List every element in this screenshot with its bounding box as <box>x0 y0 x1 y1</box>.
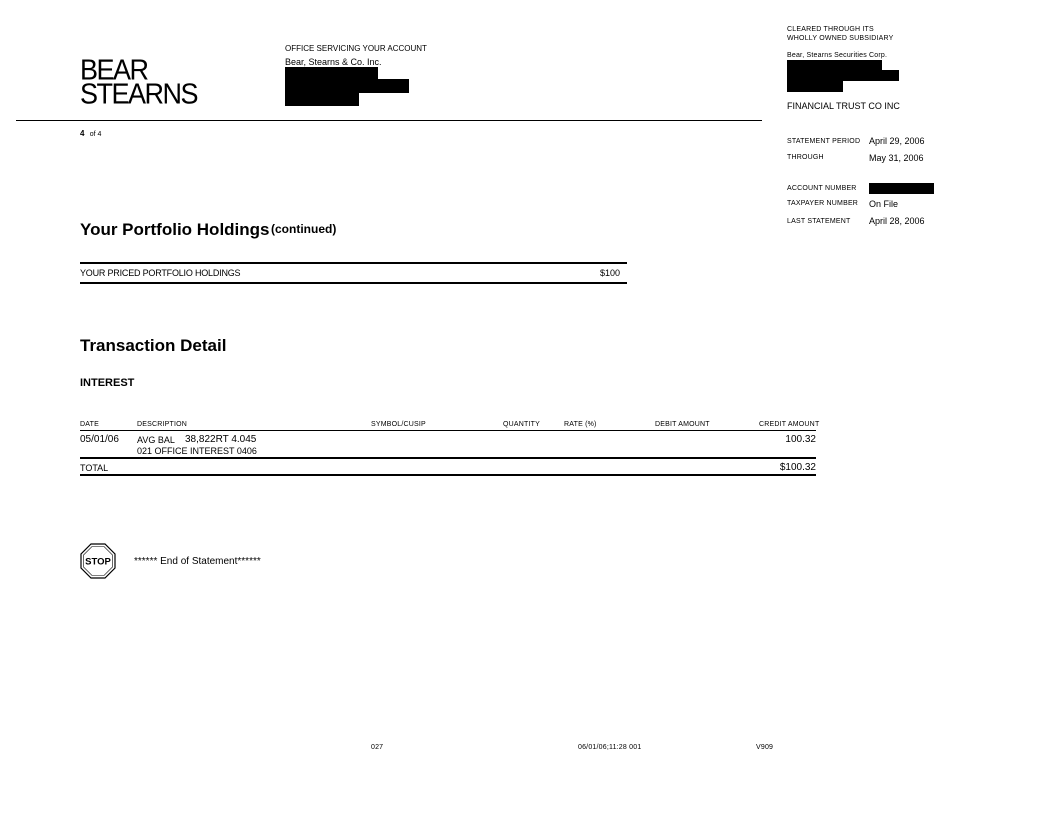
table-header-rule <box>80 430 816 431</box>
last-statement-label: LAST STATEMENT <box>787 218 851 225</box>
col-description: DESCRIPTION <box>137 421 188 428</box>
stop-sign-label: STOP <box>85 556 111 568</box>
redaction-clearing-3 <box>787 81 843 92</box>
total-rule-bottom <box>80 474 816 476</box>
page-number: 4 <box>80 129 85 138</box>
through-label: THROUGH <box>787 154 824 161</box>
footer-code-1: 027 <box>371 744 384 751</box>
col-symbol-cusip: SYMBOL/CUSIP <box>371 421 426 428</box>
bear-stearns-logo <box>80 54 198 110</box>
statement-period-label: STATEMENT PERIOD <box>787 138 861 145</box>
header-rule <box>16 120 762 121</box>
office-name: Bear, Stearns & Co. Inc. <box>285 57 382 67</box>
total-value: $100.32 <box>779 462 816 473</box>
last-statement-value: April 28, 2006 <box>869 216 925 226</box>
col-debit-amount: DEBIT AMOUNT <box>655 421 710 428</box>
footer-timestamp: 06/01/06;11:28 001 <box>578 744 642 751</box>
row-desc-line-2: 021 OFFICE INTEREST 0406 <box>137 446 257 456</box>
row-desc-line-1: AVG BAL <box>137 435 175 445</box>
cleared-line-1: CLEARED THROUGH ITS <box>787 26 874 33</box>
redaction-account-number <box>869 183 934 194</box>
col-rate: RATE (%) <box>564 421 597 428</box>
logo-line-1: BEAR <box>80 54 148 86</box>
col-quantity: QUANTITY <box>503 421 540 428</box>
interest-section-label: INTEREST <box>80 377 135 389</box>
total-rule-top <box>80 457 816 459</box>
taxpayer-label: TAXPAYER NUMBER <box>787 200 859 207</box>
transaction-title: Transaction Detail <box>80 336 227 355</box>
cleared-line-2: WHOLLY OWNED SUBSIDIARY <box>787 35 894 42</box>
statement-period-value: April 29, 2006 <box>869 136 925 146</box>
stop-sign-icon <box>80 543 116 579</box>
col-credit-amount: CREDIT AMOUNT <box>759 421 820 428</box>
account-holder-name: FINANCIAL TRUST CO INC <box>787 101 900 111</box>
footer-code-2: V909 <box>756 744 774 751</box>
redaction-office-2 <box>285 79 409 93</box>
portfolio-continued: (continued) <box>271 222 337 236</box>
portfolio-rule-bottom <box>80 282 627 284</box>
account-number-label: ACCOUNT NUMBER <box>787 185 857 192</box>
redaction-office-3 <box>285 93 359 106</box>
portfolio-title: Your Portfolio Holdings <box>80 220 270 239</box>
row-date: 05/01/06 <box>80 434 119 445</box>
through-value: May 31, 2006 <box>869 153 924 163</box>
page-of: of 4 <box>89 131 102 138</box>
col-date: DATE <box>80 421 99 428</box>
total-label: TOTAL <box>80 463 109 473</box>
office-label: OFFICE SERVICING YOUR ACCOUNT <box>285 44 427 53</box>
priced-holdings-value: $100 <box>600 268 621 278</box>
end-of-statement-text: ****** End of Statement****** <box>134 556 261 567</box>
taxpayer-value: On File <box>869 199 899 209</box>
logo-line-2: STEARNS <box>80 78 198 110</box>
portfolio-rule-top <box>80 262 627 264</box>
page-indicator <box>80 129 101 138</box>
redaction-office-1 <box>285 67 378 79</box>
clearing-firm: Bear, Stearns Securities Corp. <box>787 52 888 59</box>
row-desc-line-1-values: 38,822RT 4.045 <box>185 434 257 445</box>
row-credit-amount: 100.32 <box>785 434 816 445</box>
priced-holdings-label: YOUR PRICED PORTFOLIO HOLDINGS <box>80 268 241 278</box>
redaction-clearing-1 <box>787 60 882 70</box>
redaction-clearing-2 <box>787 70 899 81</box>
